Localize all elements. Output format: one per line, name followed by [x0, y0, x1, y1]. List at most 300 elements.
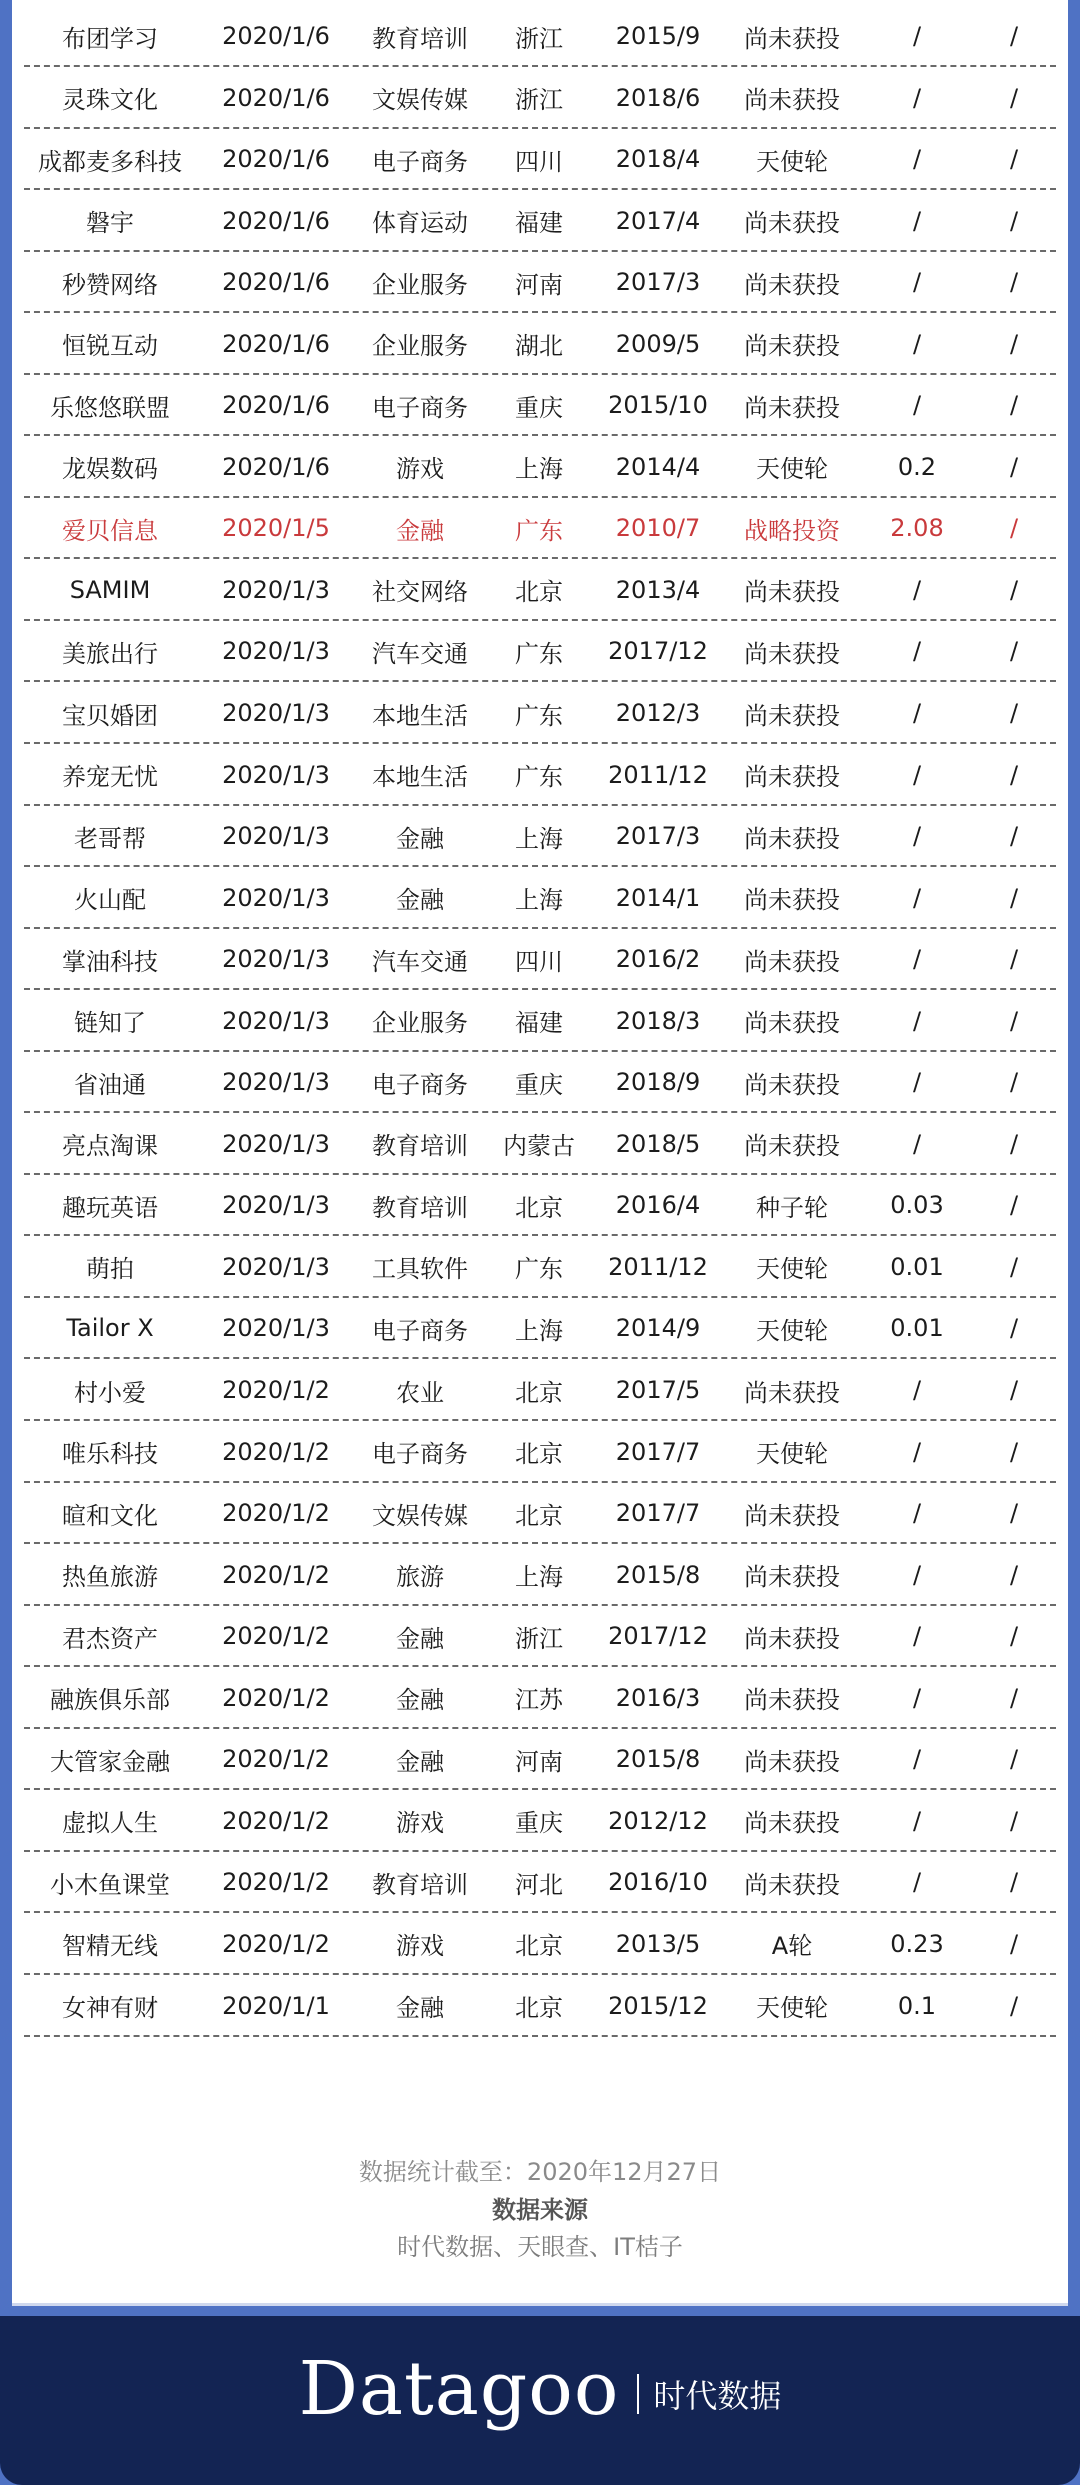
cell-amount: / — [912, 1806, 922, 1835]
cell-date: 2020/1/2 — [222, 1683, 330, 1712]
cell-round: 尚未获投 — [744, 763, 840, 792]
cell-date: 2020/1/6 — [222, 452, 330, 481]
cell-founded: 2012/3 — [615, 699, 701, 728]
data-source-list: 时代数据、天眼查、IT桔子 — [397, 2233, 683, 2261]
cell-date: 2020/1/6 — [222, 329, 330, 358]
table-row — [24, 499, 1056, 559]
cell-amount: / — [912, 268, 922, 297]
cell-region: 北京 — [515, 578, 563, 607]
cell-industry: 游戏 — [396, 455, 444, 484]
cell-founded: 2015/8 — [615, 1560, 701, 1589]
cell-industry: 文娱传媒 — [372, 1501, 468, 1530]
table-row — [24, 1853, 1056, 1913]
table-row — [24, 1669, 1056, 1729]
cell-industry: 金融 — [396, 1686, 444, 1715]
table-row — [24, 684, 1056, 744]
table-row — [24, 930, 1056, 990]
cell-company-name: 灵珠文化 — [62, 86, 158, 115]
cell-founded: 2016/10 — [608, 1868, 708, 1897]
cell-investor: / — [1009, 145, 1019, 174]
cell-industry: 工具软件 — [372, 1255, 468, 1284]
cell-date: 2020/1/6 — [222, 206, 330, 235]
cell-region: 浙江 — [515, 86, 563, 115]
cell-founded: 2018/4 — [615, 145, 701, 174]
cell-region: 上海 — [515, 1316, 563, 1345]
cell-company-name: SAMIM — [69, 575, 151, 604]
cell-industry: 金融 — [396, 516, 444, 545]
cell-round: 尚未获投 — [744, 1686, 840, 1715]
cell-region: 四川 — [515, 147, 563, 176]
cell-date: 2020/1/3 — [222, 699, 330, 728]
cell-industry: 文娱传媒 — [372, 86, 468, 115]
cell-round: 尚未获投 — [744, 1624, 840, 1653]
cell-founded: 2014/9 — [615, 1314, 701, 1343]
cell-industry: 汽车交通 — [372, 639, 468, 668]
cell-amount: / — [912, 883, 922, 912]
cell-region: 重庆 — [515, 1809, 563, 1838]
cell-amount: 0.2 — [897, 452, 937, 481]
table-row — [24, 192, 1056, 252]
cell-founded: 2018/6 — [615, 83, 701, 112]
cell-investor: / — [1009, 699, 1019, 728]
cell-region: 广东 — [515, 1255, 563, 1284]
cell-region: 北京 — [515, 1440, 563, 1469]
table-row — [24, 1361, 1056, 1421]
cell-round: 尚未获投 — [744, 701, 840, 730]
cell-investor: / — [1009, 83, 1019, 112]
cell-region: 内蒙古 — [503, 1132, 575, 1161]
cell-founded: 2017/5 — [615, 1376, 701, 1405]
cell-company-name: 恒锐互动 — [62, 332, 158, 361]
cell-amount: / — [912, 637, 922, 666]
cell-investor: / — [1009, 1437, 1019, 1466]
table-row — [24, 807, 1056, 867]
cell-investor: / — [1009, 575, 1019, 604]
cell-amount: 0.1 — [897, 1991, 937, 2020]
cell-region: 河南 — [515, 270, 563, 299]
cell-industry: 游戏 — [396, 1932, 444, 1961]
cell-industry: 体育运动 — [372, 209, 468, 238]
table-row — [24, 253, 1056, 313]
cell-investor: / — [1009, 1683, 1019, 1712]
cell-founded: 2013/5 — [615, 1929, 701, 1958]
cell-region: 浙江 — [515, 1624, 563, 1653]
table-row — [24, 1484, 1056, 1544]
cell-investor: / — [1009, 637, 1019, 666]
cell-company-name: 链知了 — [74, 1009, 146, 1038]
cell-amount: 0.23 — [890, 1929, 944, 1958]
cell-company-name: 趣玩英语 — [62, 1193, 158, 1222]
cell-industry: 电子商务 — [372, 147, 468, 176]
footer — [12, 2155, 1068, 2263]
cell-round: 尚未获投 — [744, 1070, 840, 1099]
cell-date: 2020/1/2 — [222, 1437, 330, 1466]
cell-company-name: 虚拟人生 — [62, 1809, 158, 1838]
cell-company-name: 成都麦多科技 — [38, 147, 182, 176]
cell-investor: / — [1009, 391, 1019, 420]
cell-date: 2020/1/6 — [222, 83, 330, 112]
cell-industry: 游戏 — [396, 1809, 444, 1838]
cell-founded: 2016/4 — [615, 1191, 701, 1220]
cell-industry: 电子商务 — [372, 393, 468, 422]
cell-investor: / — [1009, 1191, 1019, 1220]
brand-divider — [637, 2374, 639, 2414]
cell-investor: / — [1009, 268, 1019, 297]
cell-company-name: 秒赞网络 — [62, 270, 158, 299]
cell-investor: / — [1009, 329, 1019, 358]
cell-investor: / — [1009, 1252, 1019, 1281]
cell-company-name: 小木鱼课堂 — [50, 1870, 170, 1899]
cell-date: 2020/1/2 — [222, 1745, 330, 1774]
cell-investor: / — [1009, 1991, 1019, 2020]
cell-industry: 本地生活 — [372, 763, 468, 792]
cell-round: 尚未获投 — [744, 639, 840, 668]
cell-founded: 2011/12 — [608, 760, 708, 789]
cell-round: 尚未获投 — [744, 1870, 840, 1899]
cell-date: 2020/1/1 — [222, 1991, 330, 2020]
cell-date: 2020/1/6 — [222, 268, 330, 297]
cell-industry: 企业服务 — [372, 270, 468, 299]
cell-founded: 2015/12 — [608, 1991, 708, 2020]
cell-amount: / — [912, 699, 922, 728]
cell-founded: 2018/9 — [615, 1068, 701, 1097]
cell-round: 尚未获投 — [744, 332, 840, 361]
cell-company-name: 女神有财 — [62, 1994, 158, 2022]
cell-investor: / — [1009, 1314, 1019, 1343]
cell-company-name: 养宠无忧 — [62, 763, 158, 792]
cell-round: 天使轮 — [756, 1440, 828, 1469]
table-row — [24, 438, 1056, 498]
cell-investor: / — [1009, 1376, 1019, 1405]
cell-amount: / — [912, 1622, 922, 1651]
cell-round: 尚未获投 — [744, 578, 840, 607]
cell-investor: / — [1009, 1129, 1019, 1158]
table-row — [24, 1915, 1056, 1975]
cell-founded: 2016/2 — [615, 945, 701, 974]
cell-company-name: 宝贝婚团 — [62, 701, 158, 730]
cell-company-name: 热鱼旅游 — [62, 1563, 158, 1592]
cell-founded: 2015/10 — [608, 391, 708, 420]
cell-region: 重庆 — [515, 1070, 563, 1099]
cell-founded: 2011/12 — [608, 1252, 708, 1281]
cell-industry: 教育培训 — [372, 24, 468, 53]
cell-amount: / — [912, 1068, 922, 1097]
cell-region: 上海 — [515, 886, 563, 915]
cell-region: 广东 — [515, 516, 563, 545]
cell-round: 尚未获投 — [744, 824, 840, 853]
cell-investor: / — [1009, 1499, 1019, 1528]
cell-company-name: Tailor X — [66, 1314, 154, 1343]
cell-industry: 金融 — [396, 824, 444, 853]
cell-round: 尚未获投 — [744, 886, 840, 915]
cell-industry: 农业 — [396, 1378, 444, 1407]
cell-industry: 教育培训 — [372, 1870, 468, 1899]
cell-region: 北京 — [515, 1994, 563, 2022]
cell-industry: 本地生活 — [372, 701, 468, 730]
cell-company-name: 乐悠悠联盟 — [50, 393, 170, 422]
cell-round: 天使轮 — [756, 455, 828, 484]
cell-company-name: 掌油科技 — [62, 947, 158, 976]
cell-region: 上海 — [515, 824, 563, 853]
cell-region: 福建 — [515, 209, 563, 238]
cell-amount: / — [912, 1868, 922, 1897]
table-row — [24, 1730, 1056, 1790]
cell-region: 福建 — [515, 1009, 563, 1038]
table-row — [24, 1792, 1056, 1852]
cell-founded: 2009/5 — [615, 329, 701, 358]
table-row — [24, 315, 1056, 375]
cell-date: 2020/1/2 — [222, 1622, 330, 1651]
cell-date: 2020/1/3 — [222, 945, 330, 974]
cell-round: 天使轮 — [756, 1316, 828, 1345]
cell-company-name: 融族俱乐部 — [50, 1686, 170, 1715]
cell-founded: 2010/7 — [615, 514, 701, 543]
funding-table — [24, 7, 1056, 2038]
cell-date: 2020/1/3 — [222, 637, 330, 666]
brand-logo: Datagoo — [298, 2346, 620, 2432]
cell-investor: / — [1009, 945, 1019, 974]
cell-region: 上海 — [515, 1563, 563, 1592]
cell-amount: / — [912, 1683, 922, 1712]
cell-region: 北京 — [515, 1193, 563, 1222]
cell-round: 天使轮 — [756, 1255, 828, 1284]
content-panel — [12, 0, 1068, 2306]
table-row — [24, 1299, 1056, 1359]
cell-amount: / — [912, 1006, 922, 1035]
table-row — [24, 1176, 1056, 1236]
cell-date: 2020/1/6 — [222, 22, 330, 50]
cell-round: 天使轮 — [756, 1994, 828, 2022]
cell-industry: 企业服务 — [372, 1009, 468, 1038]
cell-round: 尚未获投 — [744, 1501, 840, 1530]
cell-founded: 2017/12 — [608, 637, 708, 666]
cell-amount: / — [912, 760, 922, 789]
cell-industry: 社交网络 — [372, 578, 468, 607]
cell-company-name: 亮点淘课 — [62, 1132, 158, 1161]
cell-industry: 教育培训 — [372, 1193, 468, 1222]
cell-round: 尚未获投 — [744, 1563, 840, 1592]
cell-founded: 2017/4 — [615, 206, 701, 235]
cell-round: 战略投资 — [744, 516, 840, 545]
cell-round: 尚未获投 — [744, 209, 840, 238]
cell-company-name: 智精无线 — [62, 1932, 158, 1961]
cell-region: 四川 — [515, 947, 563, 976]
cell-investor: / — [1009, 883, 1019, 912]
cell-company-name: 唯乐科技 — [62, 1440, 158, 1469]
cell-date: 2020/1/3 — [222, 1006, 330, 1035]
cell-date: 2020/1/3 — [222, 1191, 330, 1220]
cell-region: 北京 — [515, 1501, 563, 1530]
cell-round: 尚未获投 — [744, 86, 840, 115]
table-row — [24, 1977, 1056, 2037]
cell-company-name: 萌拍 — [86, 1255, 134, 1284]
cell-amount: / — [912, 1437, 922, 1466]
table-row — [24, 376, 1056, 436]
cell-round: 尚未获投 — [744, 1378, 840, 1407]
cell-region: 湖北 — [515, 332, 563, 361]
cell-company-name: 美旅出行 — [62, 639, 158, 668]
cell-company-name: 君杰资产 — [62, 1624, 158, 1653]
cell-date: 2020/1/5 — [222, 514, 330, 543]
table-row — [24, 869, 1056, 929]
cell-amount: / — [912, 1499, 922, 1528]
cell-company-name: 大管家金融 — [50, 1747, 170, 1776]
table-row — [24, 1115, 1056, 1175]
cell-region: 广东 — [515, 763, 563, 792]
cell-date: 2020/1/3 — [222, 1252, 330, 1281]
cell-amount: / — [912, 1745, 922, 1774]
cell-company-name: 老哥帮 — [74, 824, 146, 853]
cell-round: 尚未获投 — [744, 1809, 840, 1838]
cell-round: A轮 — [771, 1932, 813, 1961]
cell-founded: 2017/12 — [608, 1622, 708, 1651]
cell-date: 2020/1/2 — [222, 1499, 330, 1528]
cell-investor: / — [1009, 452, 1019, 481]
cell-company-name: 暄和文化 — [62, 1501, 158, 1530]
data-source-title: 数据来源 — [492, 2196, 588, 2224]
cell-region: 上海 — [515, 455, 563, 484]
cell-date: 2020/1/3 — [222, 1129, 330, 1158]
cell-industry: 电子商务 — [372, 1440, 468, 1469]
table-row — [24, 992, 1056, 1052]
cell-date: 2020/1/3 — [222, 1314, 330, 1343]
cell-round: 种子轮 — [756, 1193, 828, 1222]
cell-investor: / — [1009, 206, 1019, 235]
cell-investor: / — [1009, 822, 1019, 851]
cell-company-name: 龙娱数码 — [62, 455, 158, 484]
cell-founded: 2018/5 — [615, 1129, 701, 1158]
cell-industry: 电子商务 — [372, 1316, 468, 1345]
cell-date: 2020/1/3 — [222, 760, 330, 789]
cell-industry: 金融 — [396, 886, 444, 915]
table-row — [24, 746, 1056, 806]
cell-region: 河南 — [515, 1747, 563, 1776]
cell-founded: 2012/12 — [608, 1806, 708, 1835]
cell-amount: 2.08 — [890, 514, 944, 543]
cell-company-name: 省油通 — [74, 1070, 146, 1099]
brand-chinese-name: 时代数据 — [653, 2377, 782, 2415]
cell-industry: 金融 — [396, 1994, 444, 2022]
cell-company-name: 布团学习 — [62, 24, 158, 53]
cell-date: 2020/1/3 — [222, 1068, 330, 1097]
cell-round: 尚未获投 — [744, 1132, 840, 1161]
cell-investor: / — [1009, 1006, 1019, 1035]
table-row — [24, 1546, 1056, 1606]
cell-founded: 2017/3 — [615, 268, 701, 297]
cell-round: 尚未获投 — [744, 1747, 840, 1776]
cell-region: 江苏 — [515, 1686, 563, 1715]
cell-amount: / — [912, 945, 922, 974]
table-row — [24, 1423, 1056, 1483]
cell-investor: / — [1009, 22, 1019, 50]
cell-founded: 2015/8 — [615, 1745, 701, 1774]
cell-company-name: 村小爱 — [74, 1378, 146, 1407]
table-row — [24, 69, 1056, 129]
cell-region: 重庆 — [515, 393, 563, 422]
table-row — [24, 7, 1056, 67]
cell-industry: 教育培训 — [372, 1132, 468, 1161]
cell-industry: 企业服务 — [372, 332, 468, 361]
cell-founded: 2017/7 — [615, 1437, 701, 1466]
cell-date: 2020/1/3 — [222, 822, 330, 851]
cell-date: 2020/1/6 — [222, 391, 330, 420]
cell-industry: 电子商务 — [372, 1070, 468, 1099]
cell-founded: 2017/7 — [615, 1499, 701, 1528]
cell-amount: 0.03 — [890, 1191, 944, 1220]
brand-bar — [0, 2316, 1080, 2485]
cell-founded: 2014/4 — [615, 452, 701, 481]
cell-amount: / — [912, 391, 922, 420]
table-row — [24, 1238, 1056, 1298]
cell-amount: / — [912, 1129, 922, 1158]
cell-date: 2020/1/2 — [222, 1560, 330, 1589]
cell-investor: / — [1009, 1868, 1019, 1897]
cell-date: 2020/1/2 — [222, 1868, 330, 1897]
cell-amount: / — [912, 83, 922, 112]
cell-founded: 2018/3 — [615, 1006, 701, 1035]
cell-company-name: 火山配 — [74, 886, 146, 915]
table-row — [24, 1053, 1056, 1113]
cell-amount: / — [912, 1560, 922, 1589]
cell-founded: 2017/3 — [615, 822, 701, 851]
cell-round: 尚未获投 — [744, 1009, 840, 1038]
cell-region: 浙江 — [515, 24, 563, 53]
cell-amount: / — [912, 145, 922, 174]
cell-round: 尚未获投 — [744, 24, 840, 53]
cell-investor: / — [1009, 760, 1019, 789]
cell-investor: / — [1009, 514, 1019, 543]
cell-round: 尚未获投 — [744, 947, 840, 976]
cell-investor: / — [1009, 1068, 1019, 1097]
cell-amount: / — [912, 822, 922, 851]
cell-company-name: 磐宇 — [86, 209, 134, 238]
cell-industry: 汽车交通 — [372, 947, 468, 976]
cell-date: 2020/1/3 — [222, 883, 330, 912]
table-row — [24, 130, 1056, 190]
cell-amount: 0.01 — [890, 1314, 944, 1343]
cell-region: 北京 — [515, 1378, 563, 1407]
cell-amount: 0.01 — [890, 1252, 944, 1281]
cell-round: 天使轮 — [756, 147, 828, 176]
cell-amount: / — [912, 329, 922, 358]
cell-investor: / — [1009, 1745, 1019, 1774]
cell-investor: / — [1009, 1929, 1019, 1958]
cell-investor: / — [1009, 1806, 1019, 1835]
cell-date: 2020/1/2 — [222, 1806, 330, 1835]
data-cutoff-note: 数据统计截至：2020年12月27日 — [358, 2158, 722, 2186]
table-row — [24, 1607, 1056, 1667]
cell-region: 北京 — [515, 1932, 563, 1961]
cell-industry: 金融 — [396, 1747, 444, 1776]
cell-industry: 金融 — [396, 1624, 444, 1653]
cell-round: 尚未获投 — [744, 393, 840, 422]
cell-region: 广东 — [515, 701, 563, 730]
cell-amount: / — [912, 575, 922, 604]
table-row — [24, 622, 1056, 682]
cell-investor: / — [1009, 1560, 1019, 1589]
cell-date: 2020/1/3 — [222, 575, 330, 604]
cell-company-name: 爱贝信息 — [62, 516, 158, 545]
cell-founded: 2013/4 — [615, 575, 701, 604]
cell-investor: / — [1009, 1622, 1019, 1651]
cell-amount: / — [912, 206, 922, 235]
cell-amount: / — [912, 1376, 922, 1405]
cell-date: 2020/1/2 — [222, 1929, 330, 1958]
cell-amount: / — [912, 22, 922, 50]
cell-founded: 2015/9 — [615, 22, 701, 50]
cell-founded: 2016/3 — [615, 1683, 701, 1712]
cell-industry: 旅游 — [396, 1563, 444, 1592]
